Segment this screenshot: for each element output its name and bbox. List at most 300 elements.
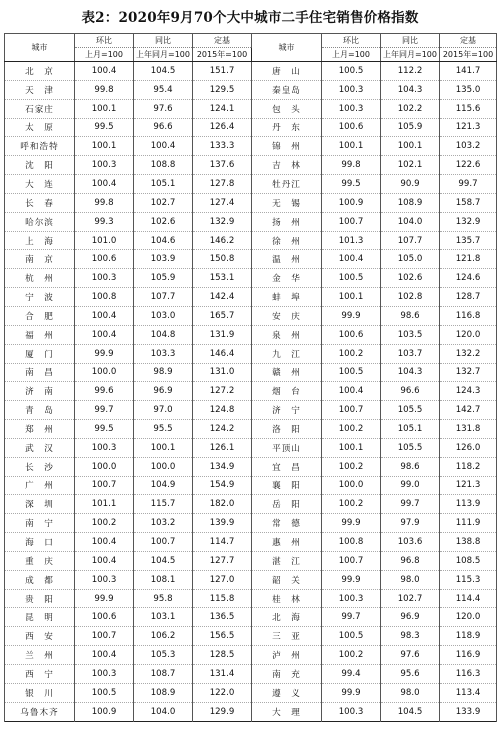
cell-city-right: 泉 州 [252,325,322,344]
cell-mom-right: 100.5 [322,627,381,646]
cell-yoy-right: 98.3 [381,627,440,646]
cell-yoy-right: 105.9 [381,118,440,137]
cell-yoy-right: 103.5 [381,325,440,344]
cell-yoy-right: 102.2 [381,99,440,118]
cell-city-right: 赣 州 [252,363,322,382]
table-row [5,118,497,137]
cell-yoy-left: 100.4 [134,137,193,156]
cell-mom-right: 100.1 [322,438,381,457]
cell-city-right: 安 庆 [252,306,322,325]
cell-city-right: 吉 林 [252,156,322,175]
table-row [5,514,497,533]
cell-mom-left: 100.4 [75,533,134,552]
cell-city-right: 济 宁 [252,401,322,420]
table-row [5,382,497,401]
cell-mom-right: 101.3 [322,231,381,250]
cell-yoy-right: 97.9 [381,514,440,533]
table-row [5,156,497,175]
cell-yoy-left: 97.0 [134,401,193,420]
table-row [5,363,497,382]
cell-city-right: 宜 昌 [252,457,322,476]
table-row [5,62,497,81]
cell-city-left: 南 宁 [5,514,75,533]
cell-base-right: 126.0 [440,438,497,457]
cell-yoy-left: 98.9 [134,363,193,382]
table-row [5,325,497,344]
cell-yoy-left: 102.7 [134,193,193,212]
header-base-sub-right: 2015年=100 [440,48,497,62]
cell-city-right: 桂 林 [252,589,322,608]
table-row [5,401,497,420]
table-row [5,306,497,325]
cell-city-left: 天 津 [5,80,75,99]
cell-base-left: 129.5 [193,80,252,99]
cell-city-left: 石家庄 [5,99,75,118]
cell-base-right: 132.9 [440,212,497,231]
cell-city-left: 呼和浩特 [5,137,75,156]
cell-base-right: 135.7 [440,231,497,250]
cell-yoy-left: 105.9 [134,269,193,288]
cell-city-right: 烟 台 [252,382,322,401]
header-yoy-sub-right: 上年同月=100 [381,48,440,62]
cell-base-left: 156.5 [193,627,252,646]
cell-yoy-left: 96.6 [134,118,193,137]
cell-base-left: 124.8 [193,401,252,420]
cell-city-right: 九 江 [252,344,322,363]
table-row [5,570,497,589]
cell-city-right: 北 海 [252,608,322,627]
cell-mom-right: 100.9 [322,193,381,212]
cell-mom-right: 100.0 [322,476,381,495]
cell-yoy-right: 112.2 [381,62,440,81]
header-yoy-right: 同比 [381,34,440,48]
cell-yoy-left: 104.6 [134,231,193,250]
cell-base-left: 165.7 [193,306,252,325]
cell-mom-right: 100.6 [322,325,381,344]
cell-base-right: 118.2 [440,457,497,476]
table-row [5,80,497,99]
cell-city-left: 昆 明 [5,608,75,627]
cell-mom-right: 100.4 [322,382,381,401]
cell-mom-left: 100.3 [75,156,134,175]
cell-yoy-right: 105.0 [381,250,440,269]
header-city-right: 城市 [252,34,322,62]
table-row [5,420,497,439]
cell-mom-right: 100.7 [322,401,381,420]
cell-mom-right: 99.9 [322,306,381,325]
cell-mom-left: 100.9 [75,702,134,721]
cell-yoy-right: 96.6 [381,382,440,401]
cell-city-right: 牡丹江 [252,175,322,194]
cell-mom-left: 99.7 [75,401,134,420]
cell-mom-left: 100.7 [75,476,134,495]
cell-mom-left: 101.1 [75,495,134,514]
cell-city-right: 三 亚 [252,627,322,646]
cell-mom-left: 99.5 [75,118,134,137]
table-row [5,288,497,307]
cell-base-left: 127.2 [193,382,252,401]
cell-base-right: 120.0 [440,325,497,344]
cell-mom-left: 100.3 [75,438,134,457]
table-row [5,175,497,194]
cell-city-left: 南 昌 [5,363,75,382]
cell-yoy-left: 105.3 [134,646,193,665]
header-base-sub-left: 2015年=100 [193,48,252,62]
table-row [5,665,497,684]
cell-base-right: 121.8 [440,250,497,269]
table-row [5,344,497,363]
cell-mom-left: 100.6 [75,608,134,627]
cell-mom-right: 100.5 [322,62,381,81]
cell-mom-left: 99.6 [75,382,134,401]
cell-base-left: 127.7 [193,551,252,570]
cell-mom-right: 99.9 [322,514,381,533]
cell-yoy-right: 105.5 [381,401,440,420]
cell-yoy-right: 96.9 [381,608,440,627]
cell-city-left: 深 圳 [5,495,75,514]
cell-base-left: 150.8 [193,250,252,269]
cell-city-left: 北 京 [5,62,75,81]
cell-city-right: 泸 州 [252,646,322,665]
cell-base-right: 118.9 [440,627,497,646]
cell-mom-left: 100.4 [75,306,134,325]
cell-city-left: 广 州 [5,476,75,495]
cell-base-right: 133.9 [440,702,497,721]
cell-city-left: 武 汉 [5,438,75,457]
cell-base-left: 131.9 [193,325,252,344]
cell-city-left: 大 连 [5,175,75,194]
cell-mom-left: 100.8 [75,288,134,307]
table-row [5,212,497,231]
cell-mom-left: 99.8 [75,193,134,212]
cell-mom-left: 100.4 [75,175,134,194]
cell-base-right: 115.6 [440,99,497,118]
cell-mom-right: 100.1 [322,137,381,156]
table-row [5,269,497,288]
cell-yoy-left: 97.6 [134,99,193,118]
cell-yoy-left: 108.1 [134,570,193,589]
cell-city-left: 太 原 [5,118,75,137]
cell-yoy-right: 104.5 [381,702,440,721]
cell-base-right: 116.9 [440,646,497,665]
cell-mom-right: 100.5 [322,269,381,288]
cell-yoy-left: 103.9 [134,250,193,269]
cell-yoy-right: 107.7 [381,231,440,250]
cell-base-right: 114.4 [440,589,497,608]
cell-base-right: 141.7 [440,62,497,81]
cell-yoy-left: 104.5 [134,551,193,570]
cell-mom-right: 100.3 [322,99,381,118]
header-base-right: 定基 [440,34,497,48]
cell-base-right: 135.0 [440,80,497,99]
table-row [5,608,497,627]
cell-base-left: 132.9 [193,212,252,231]
cell-mom-right: 100.5 [322,363,381,382]
cell-city-left: 兰 州 [5,646,75,665]
cell-base-right: 131.8 [440,420,497,439]
header-mom-left: 环比 [75,34,134,48]
cell-base-left: 124.1 [193,99,252,118]
cell-base-left: 131.0 [193,363,252,382]
cell-city-left: 宁 波 [5,288,75,307]
cell-base-right: 108.5 [440,551,497,570]
cell-base-right: 142.7 [440,401,497,420]
cell-city-left: 郑 州 [5,420,75,439]
cell-mom-right: 99.5 [322,175,381,194]
cell-yoy-right: 104.0 [381,212,440,231]
cell-mom-left: 100.5 [75,683,134,702]
cell-city-left: 南 京 [5,250,75,269]
cell-yoy-left: 108.9 [134,683,193,702]
cell-base-left: 142.4 [193,288,252,307]
cell-mom-right: 100.3 [322,702,381,721]
cell-city-right: 蚌 埠 [252,288,322,307]
table-row [5,476,497,495]
cell-yoy-right: 99.7 [381,495,440,514]
cell-mom-left: 101.0 [75,231,134,250]
table-row [5,589,497,608]
cell-yoy-right: 102.6 [381,269,440,288]
table-row [5,99,497,118]
cell-mom-left: 99.8 [75,80,134,99]
cell-city-right: 襄 阳 [252,476,322,495]
header-yoy-left: 同比 [134,34,193,48]
cell-yoy-left: 100.0 [134,457,193,476]
header-row-sub [5,48,497,62]
cell-base-right: 113.9 [440,495,497,514]
cell-city-left: 青 岛 [5,401,75,420]
header-mom-sub-right: 上月=100 [322,48,381,62]
cell-mom-right: 100.2 [322,344,381,363]
cell-mom-left: 99.5 [75,420,134,439]
cell-yoy-left: 115.7 [134,495,193,514]
cell-base-right: 113.4 [440,683,497,702]
table-row [5,250,497,269]
table-row [5,231,497,250]
cell-base-left: 153.1 [193,269,252,288]
cell-base-left: 126.1 [193,438,252,457]
cell-mom-right: 100.2 [322,495,381,514]
cell-city-right: 秦皇岛 [252,80,322,99]
cell-mom-right: 99.4 [322,665,381,684]
cell-base-right: 115.3 [440,570,497,589]
cell-base-left: 154.9 [193,476,252,495]
cell-mom-right: 99.7 [322,608,381,627]
cell-city-right: 岳 阳 [252,495,322,514]
cell-yoy-right: 105.5 [381,438,440,457]
cell-yoy-left: 96.9 [134,382,193,401]
cell-yoy-right: 104.3 [381,363,440,382]
cell-city-left: 重 庆 [5,551,75,570]
table-row [5,495,497,514]
cell-city-right: 惠 州 [252,533,322,552]
cell-base-right: 121.3 [440,476,497,495]
cell-mom-right: 100.1 [322,288,381,307]
cell-city-right: 锦 州 [252,137,322,156]
cell-yoy-right: 103.6 [381,533,440,552]
table-row [5,457,497,476]
price-index-table [4,33,497,722]
cell-base-left: 122.0 [193,683,252,702]
cell-city-left: 厦 门 [5,344,75,363]
cell-base-right: 116.3 [440,665,497,684]
cell-city-right: 韶 关 [252,570,322,589]
cell-yoy-left: 104.5 [134,62,193,81]
cell-mom-right: 100.7 [322,551,381,570]
cell-base-left: 131.4 [193,665,252,684]
cell-yoy-right: 98.0 [381,683,440,702]
cell-base-right: 122.6 [440,156,497,175]
table-row [5,683,497,702]
cell-mom-left: 100.3 [75,665,134,684]
cell-mom-right: 99.8 [322,156,381,175]
cell-yoy-right: 98.6 [381,457,440,476]
cell-yoy-right: 100.1 [381,137,440,156]
table-row [5,646,497,665]
cell-base-left: 134.9 [193,457,252,476]
cell-yoy-left: 95.5 [134,420,193,439]
table-row [5,137,497,156]
cell-base-left: 127.4 [193,193,252,212]
cell-base-right: 132.2 [440,344,497,363]
cell-base-right: 138.8 [440,533,497,552]
cell-city-left: 乌鲁木齐 [5,702,75,721]
cell-yoy-right: 102.1 [381,156,440,175]
cell-base-left: 146.2 [193,231,252,250]
cell-yoy-right: 102.7 [381,589,440,608]
cell-yoy-left: 106.2 [134,627,193,646]
cell-yoy-left: 105.1 [134,175,193,194]
cell-yoy-left: 102.6 [134,212,193,231]
cell-mom-left: 100.0 [75,457,134,476]
table-row [5,702,497,721]
cell-city-right: 平顶山 [252,438,322,457]
cell-mom-left: 100.6 [75,250,134,269]
cell-base-left: 133.3 [193,137,252,156]
cell-mom-right: 100.2 [322,457,381,476]
cell-mom-right: 100.3 [322,80,381,99]
cell-city-left: 长 沙 [5,457,75,476]
cell-mom-left: 99.3 [75,212,134,231]
cell-mom-left: 100.0 [75,363,134,382]
table-row [5,551,497,570]
cell-base-left: 114.7 [193,533,252,552]
cell-base-left: 129.9 [193,702,252,721]
cell-city-right: 温 州 [252,250,322,269]
cell-city-right: 遵 义 [252,683,322,702]
cell-yoy-right: 97.6 [381,646,440,665]
cell-base-right: 99.7 [440,175,497,194]
cell-mom-left: 99.9 [75,344,134,363]
cell-mom-left: 100.4 [75,646,134,665]
cell-yoy-left: 95.4 [134,80,193,99]
cell-base-left: 182.0 [193,495,252,514]
cell-city-right: 无 锡 [252,193,322,212]
cell-yoy-left: 108.7 [134,665,193,684]
table-body [5,62,497,722]
cell-city-right: 丹 东 [252,118,322,137]
cell-base-right: 128.7 [440,288,497,307]
cell-yoy-left: 104.0 [134,702,193,721]
cell-mom-right: 99.9 [322,683,381,702]
cell-yoy-left: 107.7 [134,288,193,307]
cell-yoy-left: 108.8 [134,156,193,175]
cell-base-right: 103.2 [440,137,497,156]
cell-mom-right: 100.7 [322,212,381,231]
cell-city-right: 南 充 [252,665,322,684]
header-mom-right: 环比 [322,34,381,48]
cell-yoy-right: 103.7 [381,344,440,363]
cell-yoy-left: 104.8 [134,325,193,344]
cell-city-left: 哈尔滨 [5,212,75,231]
cell-base-left: 127.0 [193,570,252,589]
cell-base-left: 124.2 [193,420,252,439]
cell-base-right: 120.0 [440,608,497,627]
cell-mom-left: 99.9 [75,589,134,608]
cell-mom-right: 100.6 [322,118,381,137]
cell-yoy-right: 105.1 [381,420,440,439]
cell-base-right: 116.8 [440,306,497,325]
cell-mom-left: 100.4 [75,62,134,81]
cell-city-left: 西 安 [5,627,75,646]
cell-base-right: 124.6 [440,269,497,288]
header-row-main [5,34,497,48]
table-row [5,438,497,457]
cell-city-right: 大 理 [252,702,322,721]
cell-base-right: 124.3 [440,382,497,401]
cell-city-left: 合 肥 [5,306,75,325]
cell-mom-left: 100.3 [75,570,134,589]
cell-city-right: 包 头 [252,99,322,118]
table-row [5,627,497,646]
header-mom-sub-left: 上月=100 [75,48,134,62]
cell-yoy-left: 103.0 [134,306,193,325]
cell-base-left: 146.4 [193,344,252,363]
cell-yoy-right: 96.8 [381,551,440,570]
cell-base-left: 115.8 [193,589,252,608]
header-base-left: 定基 [193,34,252,48]
cell-city-right: 金 华 [252,269,322,288]
cell-yoy-right: 99.0 [381,476,440,495]
cell-mom-right: 100.2 [322,420,381,439]
table-title: 表2：2020年9月70个大中城市二手住宅销售价格指数 [81,10,419,26]
cell-base-left: 137.6 [193,156,252,175]
cell-yoy-left: 103.2 [134,514,193,533]
cell-yoy-right: 90.9 [381,175,440,194]
cell-yoy-left: 104.9 [134,476,193,495]
cell-base-left: 126.4 [193,118,252,137]
cell-mom-left: 100.7 [75,627,134,646]
cell-mom-right: 100.2 [322,646,381,665]
cell-base-left: 151.7 [193,62,252,81]
cell-city-right: 洛 阳 [252,420,322,439]
cell-base-left: 139.9 [193,514,252,533]
cell-yoy-right: 95.6 [381,665,440,684]
cell-city-left: 杭 州 [5,269,75,288]
cell-mom-left: 100.2 [75,514,134,533]
cell-base-right: 121.3 [440,118,497,137]
cell-base-right: 111.9 [440,514,497,533]
cell-yoy-right: 98.0 [381,570,440,589]
cell-base-right: 132.7 [440,363,497,382]
cell-city-right: 唐 山 [252,62,322,81]
cell-city-left: 成 都 [5,570,75,589]
cell-yoy-left: 95.8 [134,589,193,608]
cell-city-left: 贵 阳 [5,589,75,608]
header-city-left: 城市 [5,34,75,62]
cell-mom-left: 100.4 [75,551,134,570]
cell-city-left: 济 南 [5,382,75,401]
